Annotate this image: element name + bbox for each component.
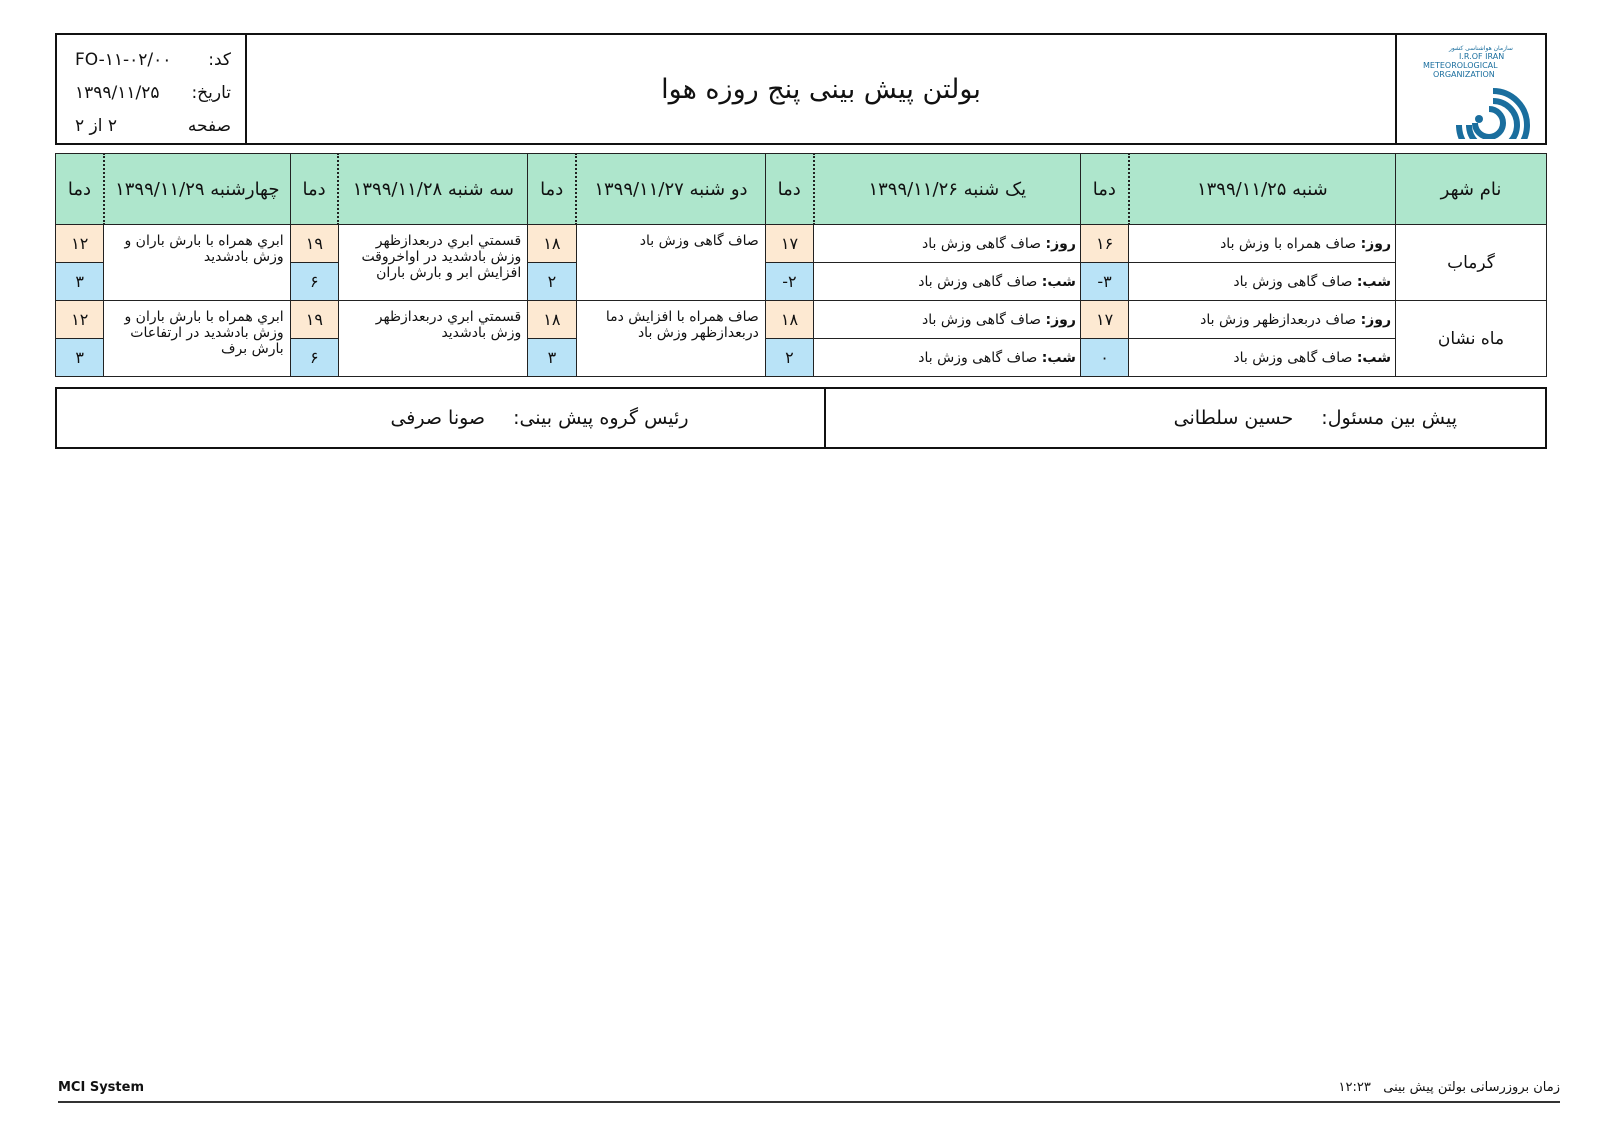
temp-header: دما — [1080, 154, 1128, 225]
temp-min: -۳ — [1080, 263, 1128, 301]
code-value: FO-۱۱-۰۲/۰۰ — [75, 49, 172, 70]
document-meta — [57, 35, 247, 143]
day-label: روز: — [1360, 311, 1391, 328]
update-time: ۱۲:۲۳ — [1338, 1080, 1371, 1095]
logo-text-2: METEOROLOGICAL — [1423, 61, 1498, 70]
temp-max: ۱۸ — [528, 301, 576, 339]
temp-min: ۲ — [765, 339, 813, 377]
temp-min: ۶ — [290, 339, 338, 377]
date-label: تاریخ: — [191, 82, 231, 103]
system-name: MCI System — [58, 1080, 144, 1095]
page-footer — [58, 1080, 1560, 1103]
temp-min: ۲ — [528, 263, 576, 301]
condition-text: صاف همراه با وزش باد — [1220, 235, 1357, 252]
night-condition — [814, 263, 1081, 301]
day-header: شنبه ۱۳۹۹/۱۱/۲۵ — [1129, 154, 1396, 225]
city-name: ماه نشان — [1396, 301, 1547, 377]
temp-max: ۱۲ — [56, 225, 104, 263]
table-row — [56, 225, 1547, 263]
forecast-table — [55, 153, 1547, 377]
temp-max: ۱۷ — [765, 225, 813, 263]
logo-text-3: ORGANIZATION — [1433, 70, 1495, 79]
night-label: شب: — [1356, 273, 1391, 290]
day-header: چهارشنبه ۱۳۹۹/۱۱/۲۹ — [104, 154, 290, 225]
chief-label: رئیس گروه پیش بینی: — [513, 407, 689, 429]
spiral-logo-icon — [1409, 39, 1533, 139]
day-header: یک شنبه ۱۳۹۹/۱۱/۲۶ — [814, 154, 1081, 225]
city-name: گرماب — [1396, 225, 1547, 301]
temp-min: ۶ — [290, 263, 338, 301]
night-label: شب: — [1041, 273, 1076, 290]
logo-text-fa: سازمان هواشناسی کشور — [1449, 45, 1513, 52]
day-label: روز: — [1360, 235, 1391, 252]
day-label: روز: — [1045, 235, 1076, 252]
page-title: بولتن پیش بینی پنج روزه هوا — [661, 73, 981, 105]
day-condition — [814, 225, 1081, 263]
temp-header: دما — [765, 154, 813, 225]
temp-max: ۱۹ — [290, 225, 338, 263]
temp-max: ۱۲ — [56, 301, 104, 339]
temp-max: ۱۸ — [528, 225, 576, 263]
temp-max: ۱۷ — [1080, 301, 1128, 339]
temp-min: ۳ — [528, 339, 576, 377]
bulletin-header — [55, 33, 1547, 145]
condition-text: صاف گاهی وزش باد — [1233, 349, 1353, 366]
condition-text: قسمتي ابري دربعدازظهر وزش بادشديد — [338, 301, 527, 377]
code-label: کد: — [208, 49, 231, 70]
meteorological-organization-logo — [1395, 35, 1545, 143]
temp-header: دما — [528, 154, 576, 225]
signature-box — [55, 387, 1547, 449]
forecaster-label: پیش بین مسئول: — [1321, 407, 1457, 429]
condition-text: صاف گاهی وزش باد — [576, 225, 765, 301]
condition-text: صاف گاهی وزش باد — [918, 349, 1038, 366]
condition-text: صاف دربعدازظهر وزش باد — [1200, 311, 1357, 328]
condition-text: قسمتي ابري دربعدازظهر وزش بادشديد در اواخروقت افزايش ابر و بارش باران — [338, 225, 527, 301]
table-row — [56, 301, 1547, 339]
temp-header: دما — [56, 154, 104, 225]
table-header-row — [56, 154, 1547, 225]
chief-section — [57, 389, 824, 447]
temp-min: ۰ — [1080, 339, 1128, 377]
condition-text: صاف گاهی وزش باد — [1233, 273, 1353, 290]
temp-max: ۱۹ — [290, 301, 338, 339]
city-column-header: نام شهر — [1396, 154, 1547, 225]
condition-text: صاف گاهی وزش باد — [922, 311, 1042, 328]
forecaster-section — [824, 389, 1546, 447]
day-condition — [814, 301, 1081, 339]
temp-min: ۳ — [56, 263, 104, 301]
night-label: شب: — [1041, 349, 1076, 366]
page-value: ۲ از ۲ — [75, 115, 118, 136]
condition-text: ابري همراه با بارش باران و وزش بادشديد — [104, 225, 290, 301]
date-value: ۱۳۹۹/۱۱/۲۵ — [75, 82, 160, 103]
day-condition — [1129, 225, 1396, 263]
condition-text: صاف همراه با افزایش دما دربعدازظهر وزش باد — [576, 301, 765, 377]
forecaster-name: حسین سلطانی — [1173, 407, 1294, 429]
condition-text: صاف گاهی وزش باد — [918, 273, 1038, 290]
update-info — [1339, 1080, 1560, 1095]
night-condition — [814, 339, 1081, 377]
logo-text-1: I.R.OF IRAN — [1459, 52, 1505, 61]
day-header: دو شنبه ۱۳۹۹/۱۱/۲۷ — [576, 154, 765, 225]
night-condition — [1129, 263, 1396, 301]
day-label: روز: — [1045, 311, 1076, 328]
temp-max: ۱۶ — [1080, 225, 1128, 263]
temp-min: -۲ — [765, 263, 813, 301]
condition-text: صاف گاهی وزش باد — [922, 235, 1042, 252]
temp-header: دما — [290, 154, 338, 225]
page-label: صفحه — [187, 115, 231, 136]
temp-max: ۱۸ — [765, 301, 813, 339]
night-label: شب: — [1356, 349, 1391, 366]
day-header: سه شنبه ۱۳۹۹/۱۱/۲۸ — [338, 154, 527, 225]
night-condition — [1129, 339, 1396, 377]
temp-min: ۳ — [56, 339, 104, 377]
update-label: زمان بروزرسانی بولتن پیش بینی — [1383, 1080, 1560, 1095]
condition-text: ابري همراه با بارش باران و وزش بادشديد در ارتفاعات بارش برف — [104, 301, 290, 377]
day-condition — [1129, 301, 1396, 339]
chief-name: صونا صرفی — [390, 407, 486, 429]
